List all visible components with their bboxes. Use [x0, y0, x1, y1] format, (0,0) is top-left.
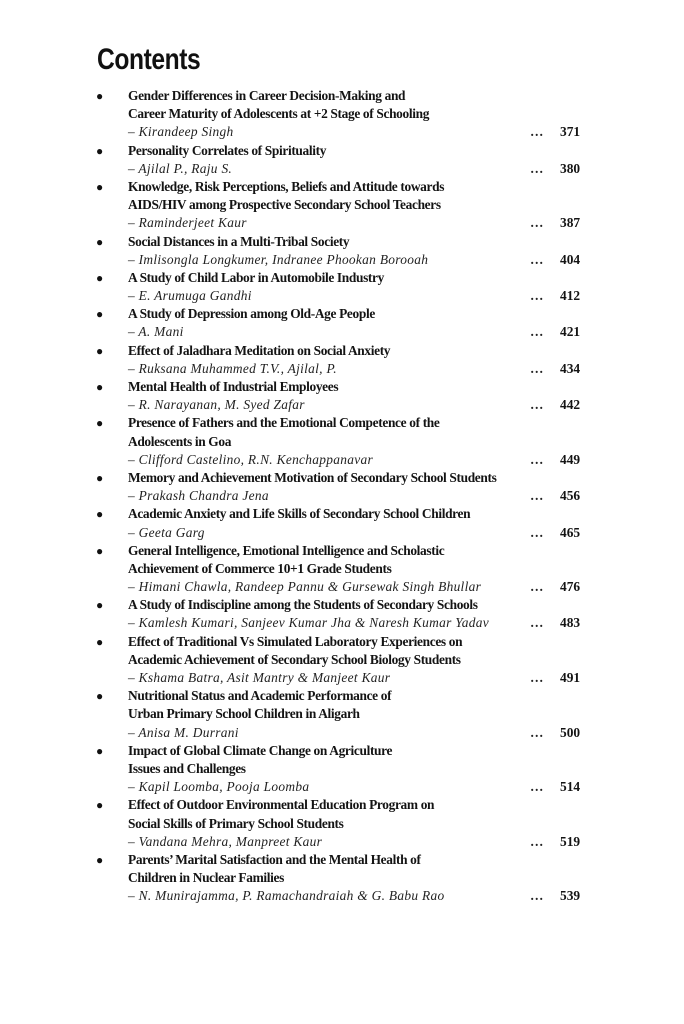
toc-title-line-row	[0, 815, 684, 833]
page-number[interactable]: 434	[560, 360, 581, 376]
entry-title[interactable]: Effect of Traditional Vs Simulated Laboratory Experiences on	[128, 633, 463, 649]
toc-entry[interactable]	[0, 378, 684, 414]
bullet-icon: ●	[96, 634, 104, 649]
toc-entry[interactable]	[0, 87, 684, 142]
entry-title[interactable]: Career Maturity of Adolescents at +2 Stage of Schooling	[128, 106, 430, 122]
entry-title[interactable]: Children in Nuclear Families	[128, 870, 284, 886]
dot-leader: …	[530, 215, 544, 231]
toc-entry[interactable]	[0, 542, 684, 597]
toc-title-line-row	[0, 378, 684, 396]
toc-title-line-row	[0, 560, 684, 578]
page-number[interactable]: 442	[560, 397, 581, 413]
toc-author-row	[0, 724, 684, 742]
page-number[interactable]: 421	[560, 324, 581, 340]
entry-title[interactable]: Academic Achievement of Secondary School Biology Students	[128, 651, 461, 667]
entry-authors: – Kirandeep Singh	[128, 124, 234, 140]
entry-title[interactable]: Mental Health of Industrial Employees	[128, 379, 339, 394]
toc-title-line-row	[0, 342, 684, 360]
bullet-icon: ●	[96, 416, 104, 431]
dot-leader: …	[530, 779, 544, 795]
entry-authors: – Anisa M. Durrani	[128, 724, 239, 740]
entry-authors: – Imlisongla Longkumer, Indranee Phookan Borooah	[128, 251, 429, 267]
toc-author-row	[0, 887, 684, 905]
entry-authors: – Clifford Castelino, R.N. Kenchappanavar	[128, 451, 374, 467]
entry-title[interactable]: Parents’ Marital Satisfaction and the Mental Health of	[128, 851, 421, 867]
entry-authors: – Ajilal P., Raju S.	[128, 160, 233, 176]
bullet-icon: ●	[96, 270, 104, 285]
toc-entry[interactable]	[0, 414, 684, 469]
entry-title[interactable]: Social Distances in a Multi-Tribal Society	[128, 233, 350, 249]
dot-leader: …	[530, 615, 544, 631]
toc-author-row	[0, 669, 684, 687]
toc-entry[interactable]	[0, 633, 684, 688]
dot-leader: …	[530, 724, 544, 740]
toc-entry[interactable]	[0, 269, 684, 305]
entry-title[interactable]: Impact of Global Climate Change on Agriculture	[128, 742, 393, 758]
entry-title[interactable]: Social Skills of Primary School Students	[128, 815, 344, 831]
entry-title[interactable]: Issues and Challenges	[128, 760, 246, 776]
entry-title[interactable]: A Study of Depression among Old-Age People	[128, 306, 375, 322]
entry-title[interactable]: Academic Anxiety and Life Skills of Secondary School Children	[128, 506, 471, 522]
toc-entry[interactable]	[0, 687, 684, 742]
table-of-contents	[0, 87, 684, 905]
page-number[interactable]: 404	[560, 251, 581, 267]
toc-author-row	[0, 614, 684, 632]
toc-title-line-row	[0, 796, 684, 814]
entry-authors: – R. Narayanan, M. Syed Zafar	[128, 397, 305, 413]
entry-authors: – Geeta Garg	[128, 524, 205, 540]
page-number[interactable]: 491	[560, 670, 581, 685]
toc-title-line-row	[0, 596, 684, 614]
entry-title[interactable]: Knowledge, Risk Perceptions, Beliefs and Attitude towards	[128, 178, 445, 194]
entry-title[interactable]: Personality Correlates of Spirituality	[128, 142, 327, 158]
toc-entry[interactable]	[0, 178, 684, 233]
dot-leader: …	[530, 524, 544, 540]
toc-author-row	[0, 833, 684, 851]
entry-authors: – Himani Chawla, Randeep Pannu & Gursewak Singh Bhullar	[128, 579, 482, 595]
entry-authors: – E. Arumuga Gandhi	[128, 288, 252, 304]
entry-title[interactable]: Gender Differences in Career Decision-Making and	[128, 88, 406, 103]
entry-title[interactable]: General Intelligence, Emotional Intelligence and Scholastic	[128, 542, 445, 558]
entry-authors: – A. Mani	[128, 324, 184, 340]
entry-authors: – Raminderjeet Kaur	[128, 215, 247, 231]
toc-author-row	[0, 487, 684, 505]
page-number[interactable]: 465	[560, 524, 581, 540]
page-number[interactable]: 514	[560, 779, 581, 795]
bullet-icon: ●	[96, 380, 104, 394]
toc-title-line-row	[0, 196, 684, 214]
toc-title-line-row	[0, 651, 684, 669]
toc-entry[interactable]	[0, 505, 684, 541]
page-number[interactable]: 500	[560, 724, 581, 740]
dot-leader: …	[530, 160, 544, 176]
toc-entry[interactable]	[0, 469, 684, 505]
bullet-icon: ●	[96, 343, 104, 358]
entry-title[interactable]: AIDS/HIV among Prospective Secondary School Teachers	[128, 197, 441, 213]
toc-author-row	[0, 778, 684, 796]
toc-title-line-row	[0, 469, 684, 487]
bullet-icon: ●	[96, 689, 104, 704]
bullet-icon: ●	[96, 852, 104, 867]
toc-author-row	[0, 323, 684, 341]
toc-title-line-row	[0, 760, 684, 778]
toc-author-row	[0, 287, 684, 305]
entry-title[interactable]: Presence of Fathers and the Emotional Competence of the	[128, 415, 440, 431]
page-number[interactable]: 483	[560, 615, 581, 631]
entry-authors: – N. Munirajamma, P. Ramachandraiah & G. Babu Rao	[128, 888, 445, 904]
toc-entry[interactable]	[0, 342, 684, 378]
toc-author-row	[0, 123, 684, 141]
toc-title-line-row	[0, 233, 684, 251]
toc-title-line-row	[0, 869, 684, 887]
toc-entry[interactable]	[0, 796, 684, 851]
page-number[interactable]: 456	[560, 488, 581, 504]
toc-title-line-row	[0, 142, 684, 160]
bullet-icon: ●	[96, 307, 104, 322]
page-number[interactable]: 519	[560, 833, 581, 849]
dot-leader: …	[530, 488, 544, 504]
entry-authors: – Kapil Loomba, Pooja Loomba	[128, 779, 310, 795]
page-number[interactable]: 387	[560, 215, 581, 231]
toc-title-line-row	[0, 851, 684, 869]
entry-title[interactable]: Effect of Jaladhara Meditation on Social Anxiety	[128, 342, 391, 358]
dot-leader: …	[530, 833, 544, 849]
bullet-icon: ●	[96, 179, 104, 194]
dot-leader: …	[530, 451, 544, 467]
page-number[interactable]: 412	[560, 288, 581, 304]
toc-author-row	[0, 578, 684, 596]
entry-authors: – Prakash Chandra Jena	[128, 488, 269, 504]
bullet-icon: ●	[96, 507, 104, 522]
dot-leader: …	[530, 360, 544, 376]
entry-authors: – Kshama Batra, Asit Mantry & Manjeet Kaur	[128, 670, 391, 685]
toc-title-line-row	[0, 305, 684, 323]
toc-entry[interactable]	[0, 742, 684, 797]
bullet-icon: ●	[96, 89, 104, 103]
entry-title[interactable]: Effect of Outdoor Environmental Education Program on	[128, 797, 435, 813]
toc-author-row	[0, 360, 684, 378]
toc-author-row	[0, 251, 684, 269]
bullet-icon: ●	[96, 598, 104, 613]
toc-entry[interactable]	[0, 596, 684, 632]
entry-title[interactable]: Adolescents in Goa	[128, 433, 232, 449]
bullet-icon: ●	[96, 143, 104, 158]
toc-author-row	[0, 396, 684, 414]
entry-authors: – Kamlesh Kumari, Sanjeev Kumar Jha & Naresh Kumar Yadav	[128, 615, 489, 631]
toc-entry[interactable]	[0, 851, 684, 906]
dot-leader: …	[530, 324, 544, 340]
toc-author-row	[0, 451, 684, 469]
entry-title[interactable]: Memory and Achievement Motivation of Secondary School Students	[128, 469, 497, 485]
page-number[interactable]: 371	[560, 124, 581, 140]
toc-title-line-row	[0, 269, 684, 287]
toc-author-row	[0, 524, 684, 542]
entry-title[interactable]: A Study of Child Labor in Automobile Industry	[128, 269, 384, 285]
toc-title-line-row	[0, 87, 684, 105]
toc-entry[interactable]	[0, 142, 684, 178]
toc-title-line-row	[0, 705, 684, 723]
toc-title-line-row	[0, 505, 684, 523]
entry-title[interactable]: Nutritional Status and Academic Performance of	[128, 688, 392, 704]
toc-title-line-row	[0, 687, 684, 705]
toc-title-line-row	[0, 178, 684, 196]
toc-entry[interactable]	[0, 305, 684, 341]
bullet-icon: ●	[96, 234, 104, 249]
entry-title[interactable]: Urban Primary School Children in Aligarh	[128, 706, 360, 722]
page-number[interactable]: 380	[560, 160, 581, 176]
toc-entry[interactable]	[0, 233, 684, 269]
toc-author-row	[0, 160, 684, 178]
toc-title-line-row	[0, 105, 684, 123]
toc-title-line-row	[0, 542, 684, 560]
toc-title-line-row	[0, 433, 684, 451]
page-number[interactable]: 476	[560, 579, 581, 595]
bullet-icon: ●	[96, 798, 104, 813]
page-title: Contents	[97, 43, 201, 76]
dot-leader: …	[530, 579, 544, 595]
bullet-icon: ●	[96, 543, 104, 558]
dot-leader: …	[530, 288, 544, 304]
entry-authors: – Vandana Mehra, Manpreet Kaur	[128, 833, 323, 849]
page-number[interactable]: 449	[560, 451, 581, 467]
bullet-icon: ●	[96, 470, 104, 485]
entry-title[interactable]: Achievement of Commerce 10+1 Grade Students	[128, 560, 392, 576]
entry-title[interactable]: A Study of Indiscipline among the Students of Secondary Schools	[128, 597, 478, 613]
bullet-icon: ●	[96, 743, 104, 758]
page-number[interactable]: 539	[560, 888, 581, 904]
toc-author-row	[0, 214, 684, 232]
dot-leader: …	[530, 888, 544, 904]
dot-leader: …	[530, 397, 544, 413]
dot-leader: …	[530, 251, 544, 267]
toc-title-line-row	[0, 633, 684, 651]
entry-authors: – Ruksana Muhammed T.V., Ajilal, P.	[128, 360, 337, 376]
dot-leader: …	[530, 124, 544, 140]
toc-title-line-row	[0, 742, 684, 760]
dot-leader: …	[530, 670, 544, 685]
toc-title-line-row	[0, 414, 684, 432]
